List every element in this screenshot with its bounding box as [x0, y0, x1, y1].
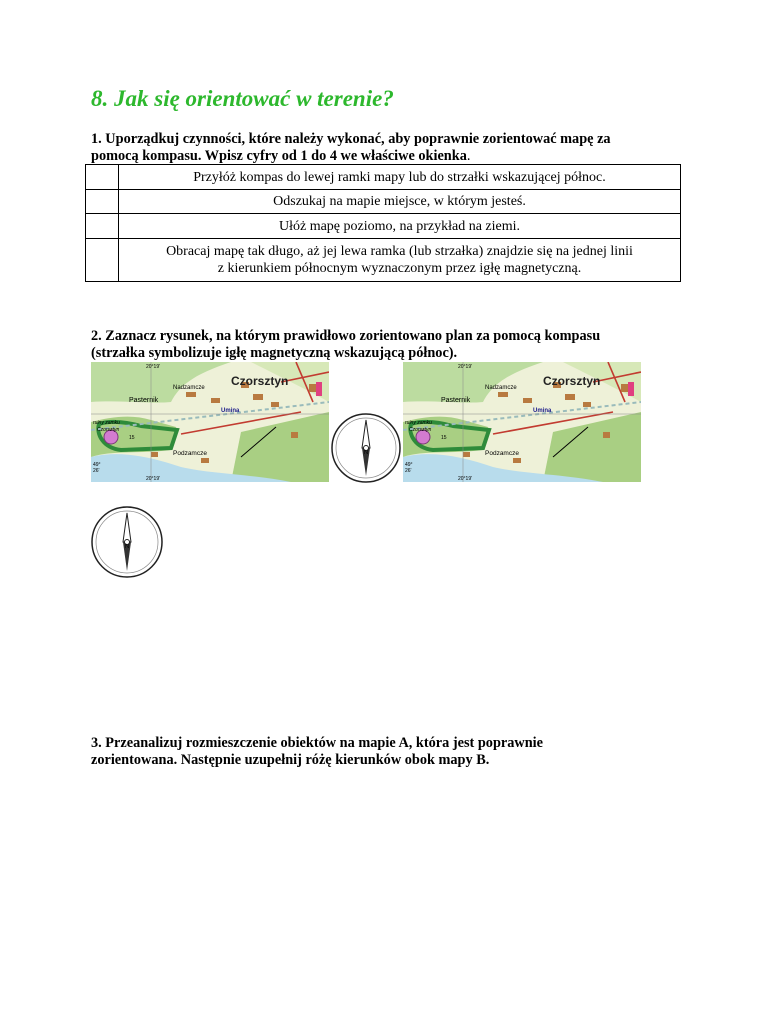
- svg-text:Umina: Umina: [221, 408, 240, 414]
- answer-box[interactable]: [86, 190, 119, 214]
- page-title: 8. Jak się orientować w terenie?: [91, 86, 394, 111]
- step-text: Obracaj mapę tak długo, aż jej lewa ramka (lub strzałka) znajdzie się na jednej linii z kierunkiem północnym wyznaczonym przez igłę magnetyczną.: [119, 239, 681, 282]
- step-text: Odszukaj na mapie miejsce, w którym jesteś.: [119, 190, 681, 214]
- svg-text:26': 26': [93, 468, 100, 474]
- svg-text:Nadzamcze: Nadzamcze: [485, 385, 517, 391]
- map-b-drawing: [403, 362, 641, 482]
- svg-text:N: N: [363, 450, 369, 456]
- map-a-drawing: [91, 362, 329, 482]
- svg-text:Podzamcze: Podzamcze: [173, 450, 207, 457]
- svg-text:20°19': 20°19': [458, 364, 473, 370]
- svg-text:20°19': 20°19': [146, 364, 161, 370]
- svg-text:20°19': 20°19': [146, 476, 161, 482]
- svg-text:15: 15: [441, 435, 447, 441]
- task-1-prompt-line1: 1. Uporządkuj czynności, które należy wykonać, aby poprawnie zorientować mapę za: [91, 131, 611, 147]
- compass-icon-1: [330, 412, 402, 484]
- svg-text:Umina: Umina: [533, 408, 552, 414]
- step-text: Przyłóż kompas do lewej ramki mapy lub do strzałki wskazującej północ.: [119, 165, 681, 190]
- task-2-prompt: 2. Zaznacz rysunek, na którym prawidłowo zorientowano plan za pomocą kompasu (strzałka symbolizuje igłę magnetyczną wskazującą północ).: [91, 328, 601, 361]
- svg-text:26': 26': [405, 468, 412, 474]
- answer-box[interactable]: [86, 165, 119, 190]
- map-b[interactable]: [403, 362, 641, 482]
- task-1-prompt: [91, 131, 691, 165]
- task-1-prompt-line2: pomocą kompasu. Wpisz cyfry od 1 do 4 we właściwe okienka.: [91, 148, 471, 164]
- answer-box[interactable]: [86, 239, 119, 282]
- svg-text:Pasternik: Pasternik: [441, 397, 471, 404]
- svg-text:49°: 49°: [405, 462, 413, 468]
- steps-table: [85, 164, 681, 282]
- svg-text:Czorsztyn: Czorsztyn: [231, 374, 289, 388]
- svg-text:20°19': 20°19': [458, 476, 473, 482]
- step-text: Ułóż mapę poziomo, na przykład na ziemi.: [119, 214, 681, 239]
- svg-text:Czorsztyn: Czorsztyn: [409, 427, 432, 433]
- svg-text:ruiny zamku: ruiny zamku: [405, 420, 432, 426]
- table-row: [86, 239, 681, 282]
- table-row: [86, 165, 681, 190]
- svg-text:N: N: [124, 544, 130, 550]
- map-a[interactable]: [91, 362, 329, 482]
- svg-text:Podzamcze: Podzamcze: [485, 450, 519, 457]
- svg-text:Czorsztyn: Czorsztyn: [97, 427, 120, 433]
- svg-text:Nadzamcze: Nadzamcze: [173, 385, 205, 391]
- svg-text:Czorsztyn: Czorsztyn: [543, 374, 601, 388]
- table-row: [86, 214, 681, 239]
- answer-box[interactable]: [86, 214, 119, 239]
- svg-text:49°: 49°: [93, 462, 101, 468]
- table-row: [86, 190, 681, 214]
- svg-text:ruiny zamku: ruiny zamku: [93, 420, 120, 426]
- task-3-prompt: 3. Przeanalizuj rozmieszczenie obiektów na mapie A, która jest poprawnie zorientowana. Następnie uzupełnij różę kierunków obok mapy B.: [91, 735, 543, 768]
- compass-icon-2: [90, 505, 164, 579]
- svg-text:Pasternik: Pasternik: [129, 397, 159, 404]
- svg-text:15: 15: [129, 435, 135, 441]
